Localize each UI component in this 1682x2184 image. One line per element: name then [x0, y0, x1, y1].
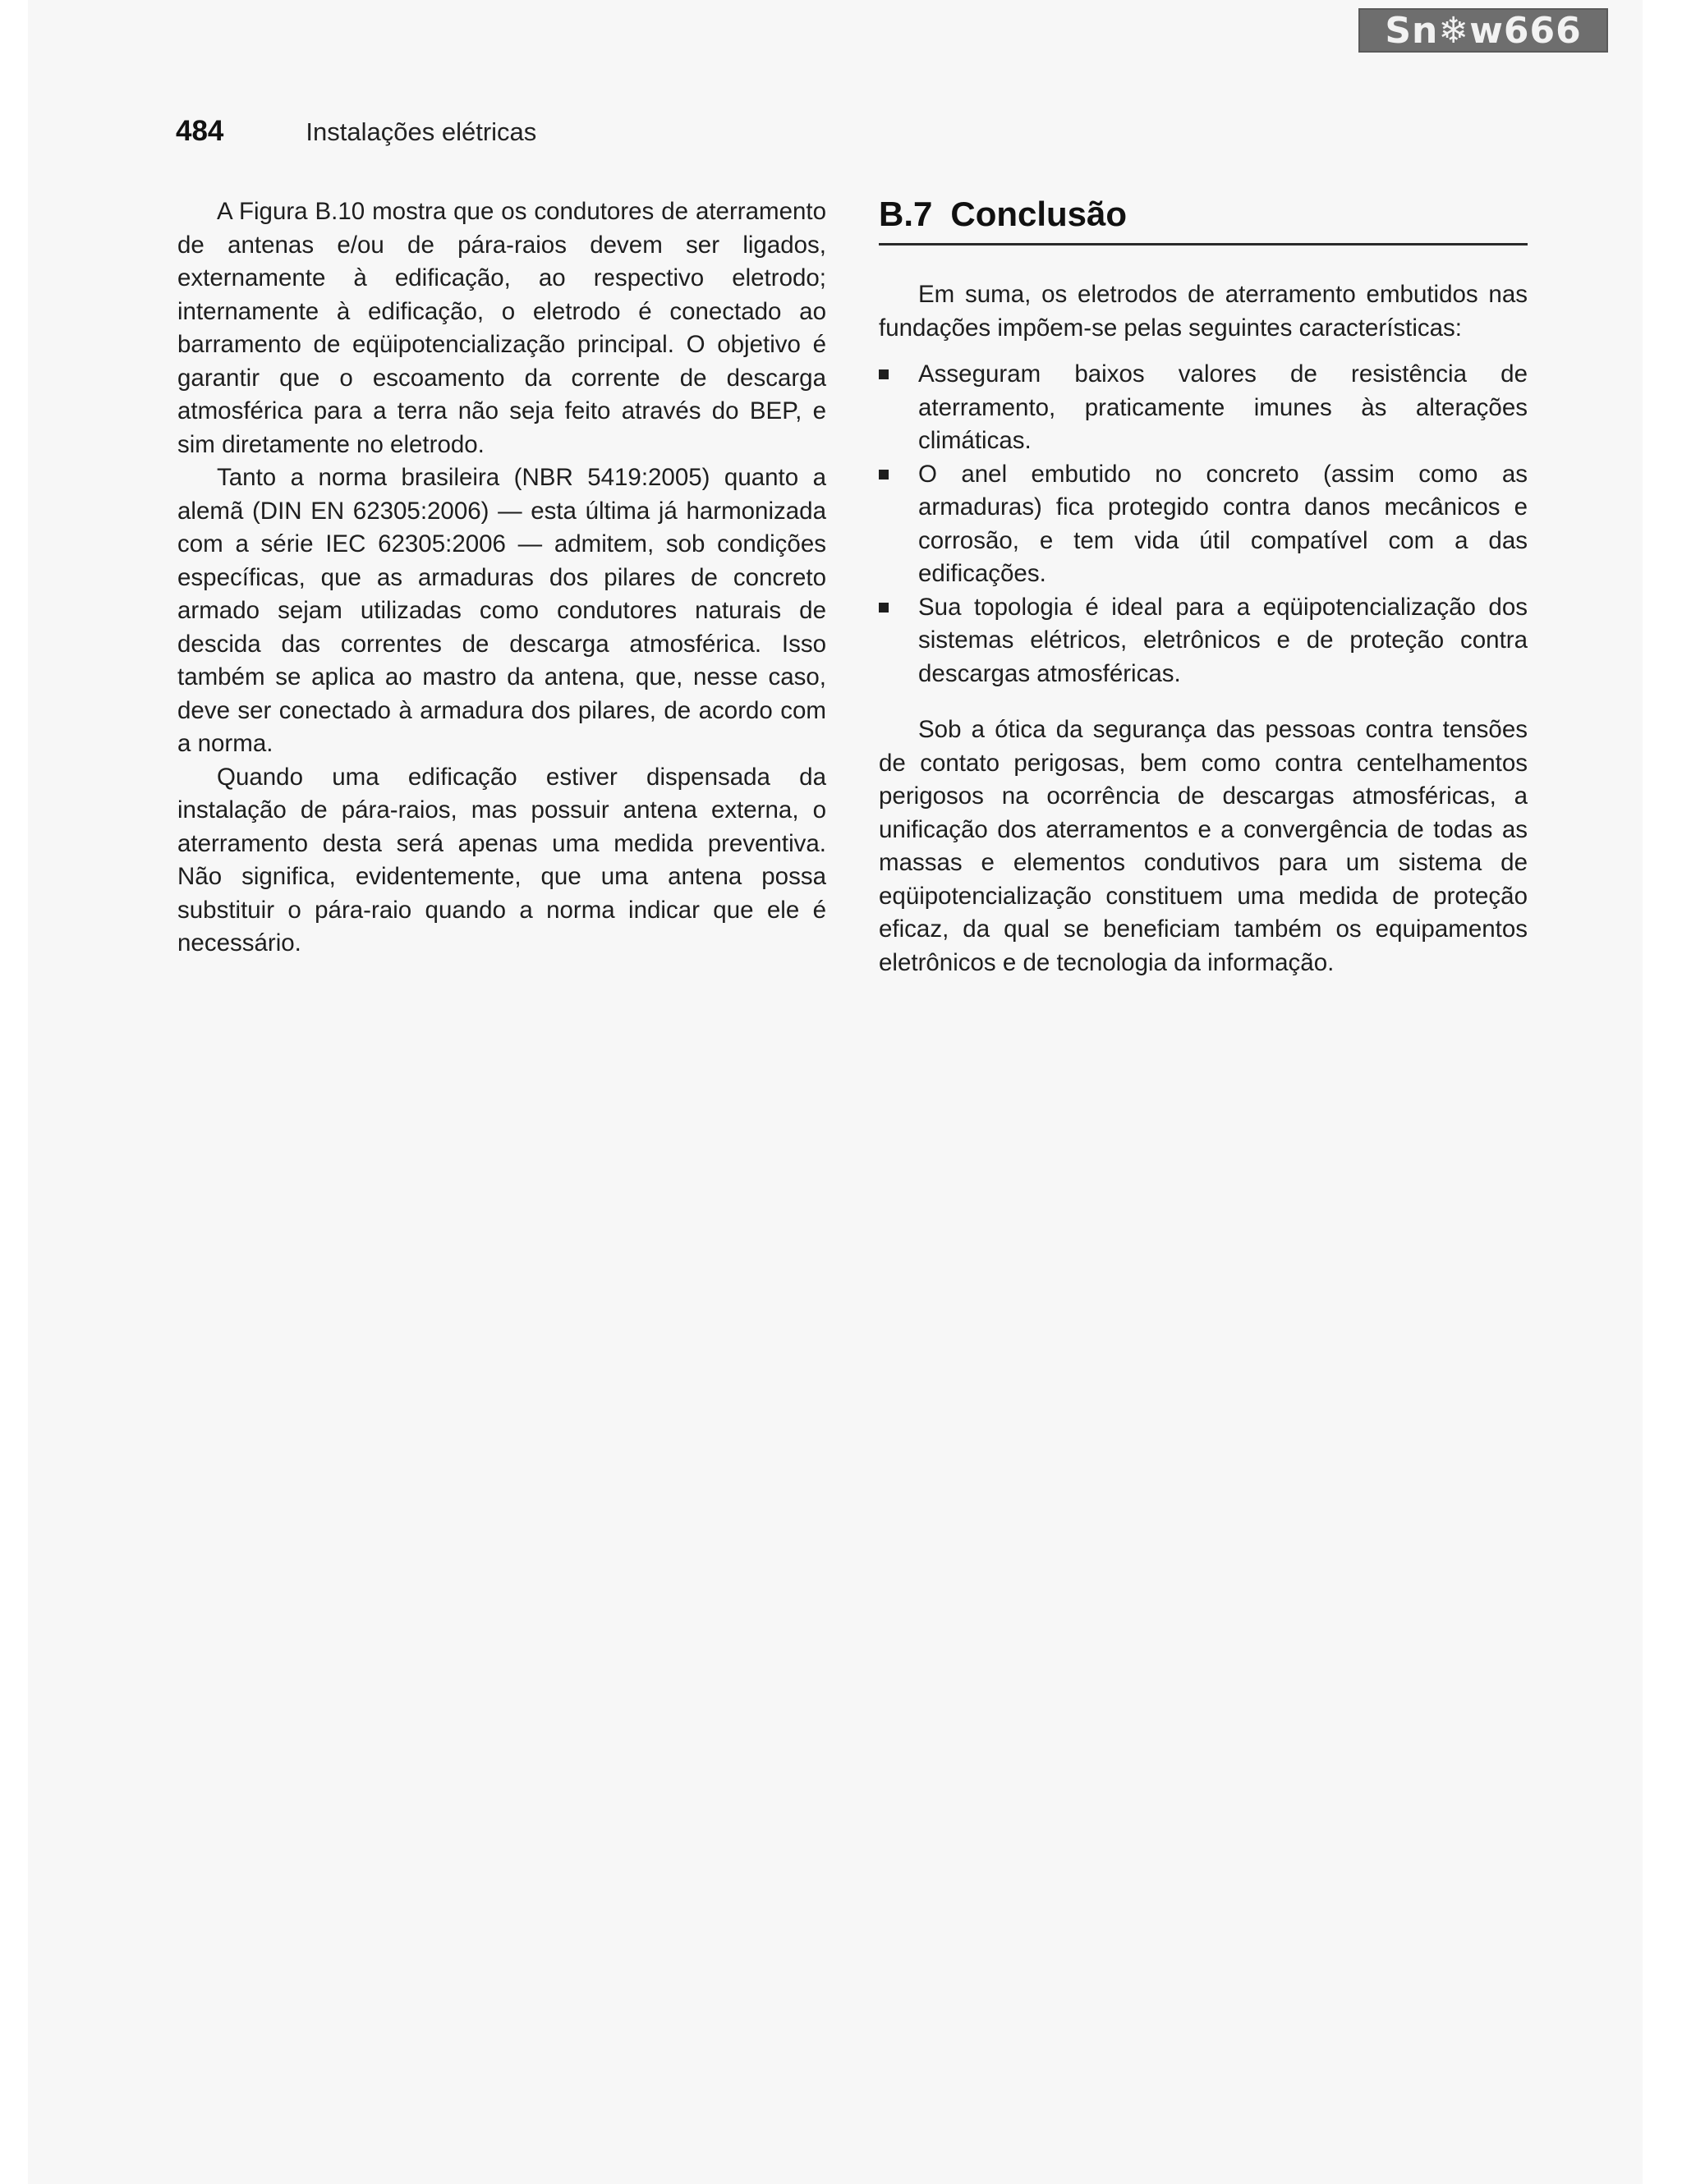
- section-title: Conclusão: [950, 195, 1128, 233]
- left-column: [177, 195, 826, 961]
- list-item-text: Asseguram baixos valores de resistência de aterramento, praticamente imunes às alterações climáticas.: [918, 360, 1528, 454]
- square-bullet-icon: [879, 358, 918, 379]
- body-paragraph: Tanto a norma brasileira (NBR 5419:2005) quanto a alemã (DIN EN 62305:2006) — esta última já harmonizada com a série IEC 62305:2006 — admitem, sob condições específicas, que as armaduras dos pilares de concreto armado sejam utilizadas como condutores naturais de descida das correntes de descarga atmosférica. Isso também se aplica ao mastro da antena, que, nesse caso, deve ser conectado à armadura dos pilares, de acordo com a norma.: [177, 464, 826, 757]
- page-number: 484: [176, 115, 224, 147]
- running-title: Instalações elétricas: [306, 117, 537, 146]
- scanned-page: [28, 0, 1643, 2184]
- list-item: [879, 458, 1528, 591]
- intro-paragraph: Em suma, os eletrodos de aterramento embutidos nas fundações impõem-se pelas seguintes características:: [879, 281, 1528, 342]
- body-paragraph: A Figura B.10 mostra que os condutores de aterramento de antenas e/ou de pára-raios devem ser ligados, externamente à edificação, ao respectivo eletrodo; internamente à edificação, o eletrodo é conectado ao barramento de eqüipotencialização principal. O objetivo é garantir que o escoamento da corrente de descarga atmosférica para a terra não seja feito através do BEP, e sim diretamente no eletrodo.: [177, 198, 826, 458]
- watermark-logo: Sn❄w666: [1358, 8, 1608, 53]
- section-number: B.7: [879, 195, 933, 233]
- square-bullet-icon: [879, 458, 918, 479]
- list-item-text: Sua topologia é ideal para a eqüipotencialização dos sistemas elétricos, eletrônicos e de proteção contra descargas atmosféricas.: [918, 593, 1528, 687]
- page-header: [176, 115, 536, 156]
- closing-paragraph: Sob a ótica da segurança das pessoas contra tensões de contato perigosas, bem como contra centelhamentos perigosos na ocorrência de descargas atmosféricas, a unificação dos aterramentos e a convergência de todas as massas e elementos condutivos para um sistema de eqüipotencialização constituem uma medida de proteção eficaz, da qual se beneficiam também os equipamentos eletrônicos e de tecnologia da informação.: [879, 716, 1528, 976]
- list-item-text: O anel embutido no concreto (assim como as armaduras) fica protegido contra danos mecânicos e corrosão, e tem vida útil compatível com a das edificações.: [918, 460, 1528, 587]
- list-item: [879, 591, 1528, 691]
- square-bullet-icon: [879, 591, 918, 613]
- list-item: [879, 358, 1528, 458]
- bullet-list: [879, 358, 1528, 691]
- body-paragraph: Quando uma edificação estiver dispensada da instalação de pára-raios, mas possuir antena externa, o aterramento desta será apenas uma medida preventiva. Não significa, evidentemente, que uma antena possa substituir o pára-raio quando a norma indicar que ele é necessário.: [177, 763, 826, 957]
- right-column: [879, 194, 1528, 980]
- section-heading: [879, 194, 1528, 245]
